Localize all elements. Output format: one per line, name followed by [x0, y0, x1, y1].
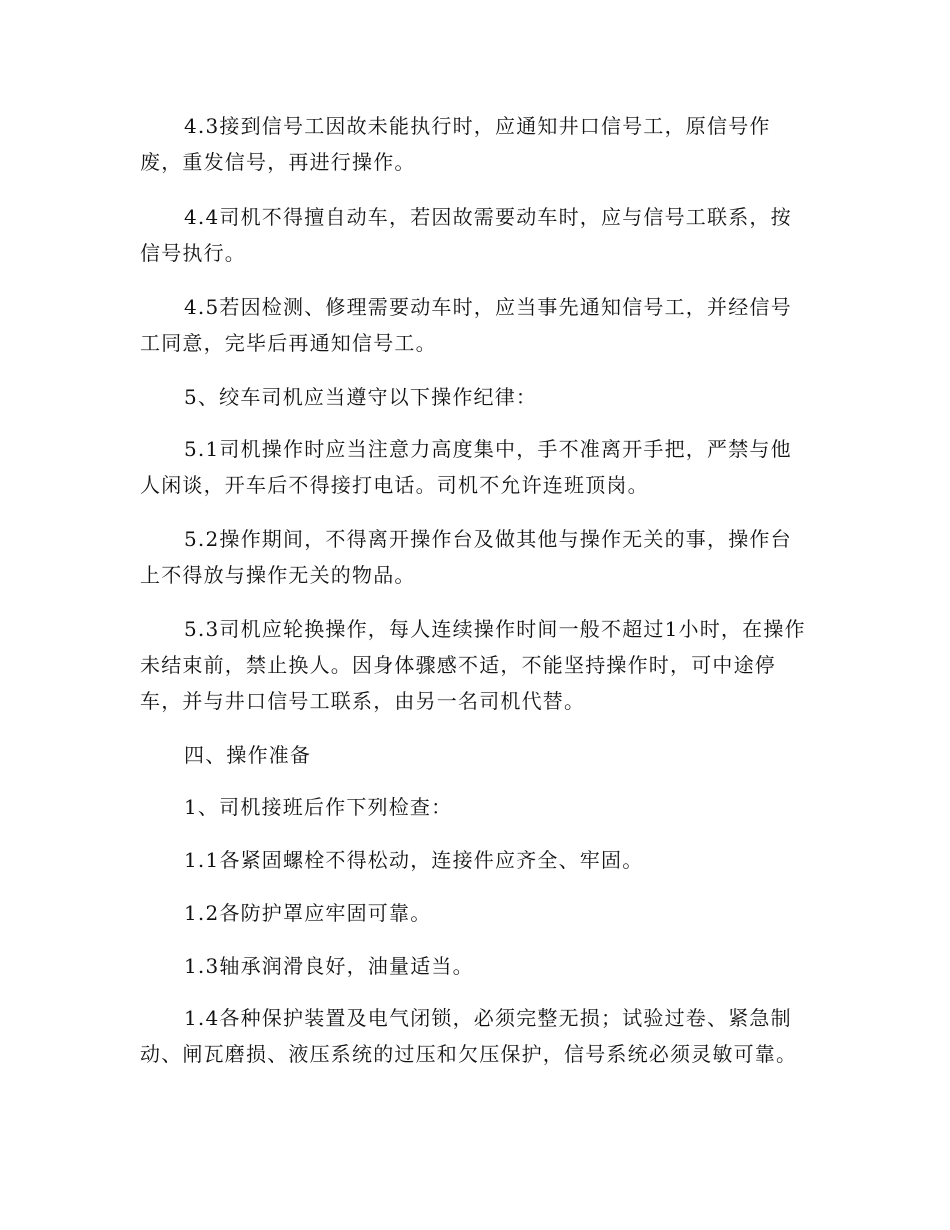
paragraph-1-2: 1.2各防护罩应牢固可靠。	[184, 901, 432, 925]
paragraph-5-heading: 5、绞车司机应当遵守以下操作纪律：	[184, 385, 538, 409]
section-heading-operation-prep: 四、操作准备	[184, 743, 312, 767]
paragraph-5-1: 5.1司机操作时应当注意力高度集中，手不准离开手把，严禁与他人闲谈，开车后不得接打电话。司机不允许连班顶岗。	[140, 437, 792, 497]
paragraph-1-1: 1.1各紧固螺栓不得松动，连接件应齐全、牢固。	[184, 848, 644, 872]
paragraph-1-3: 1.3轴承润滑良好，油量适当。	[184, 954, 474, 978]
paragraph-4-4: 4.4司机不得擅自动车，若因故需要动车时，应与信号工联系，按信号执行。	[140, 205, 792, 265]
paragraph-1-4: 1.4各种保护装置及电气闭锁，必须完整无损；试验过卷、紧急制动、闸瓦磨损、液压系统的过压和欠压保护，信号系统必须灵敏可靠。	[140, 1006, 798, 1066]
paragraph-4-3: 4.3接到信号工因故未能执行时，应通知井口信号工，原信号作废，重发信号，再进行操作。	[140, 114, 771, 174]
paragraph-4-5: 4.5若因检测、修理需要动车时，应当事先通知信号工，并经信号工同意，完毕后再通知信号工。	[140, 295, 792, 355]
paragraph-5-3: 5.3司机应轮换操作，每人连续操作时间一般不超过1小时，在操作未结束前，禁止换人。因身体骤感不适，不能坚持操作时，可中途停车，并与井口信号工联系，由另一名司机代替。	[140, 617, 806, 713]
paragraph-5-2: 5.2操作期间，不得离开操作台及做其他与操作无关的事，操作台上不得放与操作无关的物品。	[140, 527, 792, 587]
paragraph-1-heading: 1、司机接班后作下列检查：	[184, 795, 453, 819]
